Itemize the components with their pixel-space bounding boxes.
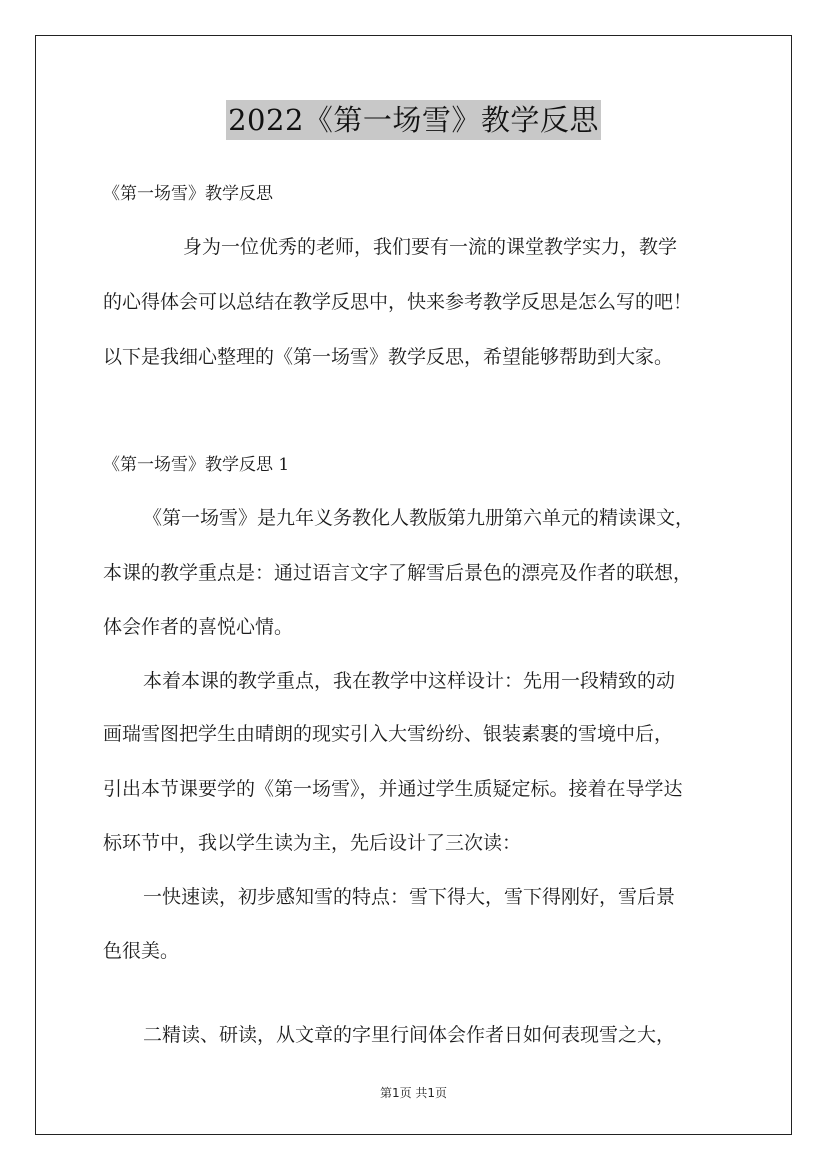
body-line: 引出本节课要学的《第一场雪》，并通过学生质疑定标。接着在导学达 bbox=[103, 778, 683, 800]
section-heading: 《第一场雪》教学反思 1 bbox=[103, 455, 290, 475]
body-line: 本着本课的教学重点，我在教学中这样设计：先用一段精致的动 bbox=[143, 670, 676, 692]
body-line: 一快速读，初步感知雪的特点：雪下得大，雪下得刚好，雪后景 bbox=[143, 886, 676, 908]
body-line: 色很美。 bbox=[103, 940, 180, 962]
body-line: 二精读、研读，从文章的字里行间体会作者日如何表现雪之大， bbox=[143, 1024, 676, 1046]
body-line: 《第一场雪》是九年义务教化人教版第九册第六单元的精读课文， bbox=[143, 507, 695, 529]
body-line: 体会作者的喜悦心情。 bbox=[103, 616, 294, 638]
intro-line: 的心得体会可以总结在教学反思中，快来参考教学反思是怎么写的吧！ bbox=[103, 291, 693, 313]
body-line: 标环节中，我以学生读为主，先后设计了三次读： bbox=[103, 832, 522, 854]
intro-line: 以下是我细心整理的《第一场雪》教学反思，希望能够帮助到大家。 bbox=[103, 346, 674, 368]
document-subtitle: 《第一场雪》教学反思 bbox=[103, 184, 273, 204]
document-title: 2022《第一场雪》教学反思 bbox=[226, 100, 601, 140]
page-footer: 第1页 共1页 bbox=[379, 1086, 448, 1100]
body-line: 本课的教学重点是：通过语言文字了解雪后景色的漂亮及作者的联想， bbox=[103, 562, 693, 584]
intro-line: 身为一位优秀的老师，我们要有一流的课堂教学实力，教学 bbox=[183, 236, 678, 258]
body-line: 画瑞雪图把学生由晴朗的现实引入大雪纷纷、银装素裹的雪境中后， bbox=[103, 723, 674, 745]
title-container bbox=[0, 100, 827, 140]
